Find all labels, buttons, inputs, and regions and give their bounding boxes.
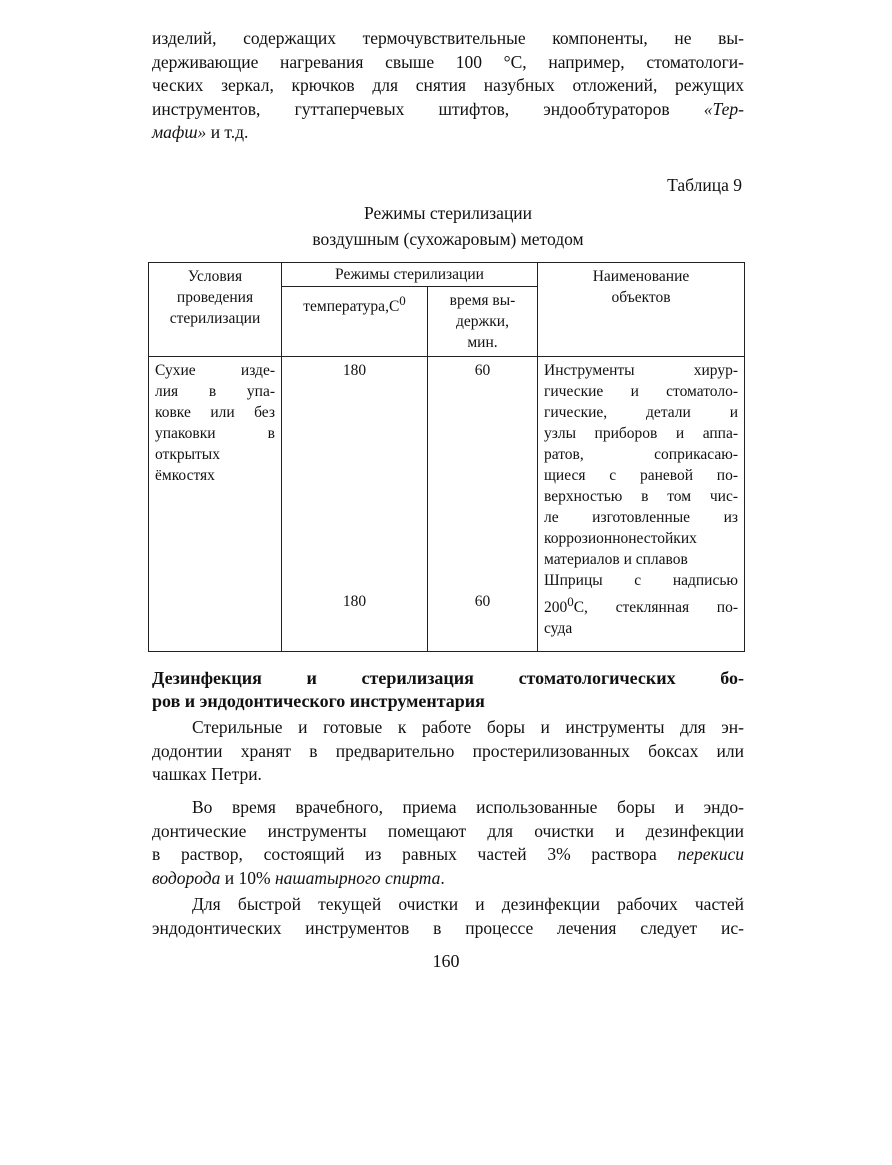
row-conditions: Сухие изде- лия в упа- ковке или без упаковки в открытых ёмкостях [149, 357, 282, 652]
text-line: Стерильные и готовые к работе боры и инструменты для эн- [192, 717, 744, 737]
table-title-line: воздушным (сухожаровым) методом [312, 229, 584, 249]
table-title-line: Режимы стерилизации [363, 203, 533, 223]
row-temperature [282, 357, 428, 652]
header-conditions: Условия проведения стерилизации [149, 263, 282, 357]
temperature-value: 180 [342, 593, 367, 610]
row-time [428, 357, 538, 652]
paragraph-1 [152, 716, 744, 787]
header-modes: Режимы стерилизации [282, 263, 538, 287]
text-line: чашках Петри. [152, 764, 262, 784]
text-line: изделий, содержащих термочувствительные компоненты, не вы- [152, 28, 744, 48]
time-value: 60 [474, 362, 491, 379]
table-label: Таблица 9 [667, 175, 742, 195]
italic-term: «Тер- [703, 98, 744, 119]
italic-term: нашатырного спирта [274, 867, 441, 888]
text-line: водорода и 10% нашатырного спирта. [152, 867, 445, 888]
header-time: время вы- держки, мин. [428, 287, 538, 357]
text-line: эндодонтических инструментов в процессе лечения следует ис- [152, 917, 744, 938]
text-line: Для быстрой текущей очистки и дезинфекции рабочих частей [192, 894, 744, 914]
section-heading: Дезинфекция и стерилизация стоматологических бо- ров и эндодонтического инструментария [152, 668, 744, 711]
header-temperature: $температура,С^0$ [282, 287, 428, 357]
text-line: инструментов, гуттаперчевых штифтов, эндообтураторов «Тер- [152, 98, 744, 119]
header-objects: Наименование объектов [538, 263, 745, 357]
temperature-value: 180 [342, 362, 367, 379]
paragraph-3 [152, 893, 744, 940]
sterilization-table [148, 262, 745, 652]
table-title [152, 200, 744, 252]
intro-paragraph [152, 27, 744, 145]
italic-term: перекиси [677, 844, 744, 864]
text-line: держивающие нагревания свыше 100 °С, например, стоматологи- [152, 51, 744, 72]
text-line: в раствор, состоящий из равных частей 3% раствора перекиси [152, 844, 744, 864]
text-line: додонтии хранят в предварительно простерилизованных боксах или [152, 740, 744, 761]
page-number: 160 [432, 951, 460, 971]
text-line: донтические инструменты помещают для очистки и дезинфекции [152, 820, 744, 841]
text-line: Во время врачебного, приема использованные боры и эндо- [192, 797, 744, 817]
text-line: мафш» и т.д. [152, 122, 249, 142]
row-objects: Инструменты хирур- гические и стоматоло- гические, детали и узлы приборов и аппа- ратов, соприкасаю- щиеся с раневой по- верхностью в том чис- ле изготовленные из коррозионнонестойких материалов и сплавов Шприцы с надписью $200^0С$, стеклянная по- суда [538, 357, 745, 652]
text-line: ческих зеркал, крючков для снятия назубных отложений, режущих [152, 75, 744, 95]
italic-term: мафш» [152, 122, 207, 142]
italic-term: водорода [152, 867, 221, 888]
time-value: 60 [474, 593, 491, 610]
paragraph-2 [152, 796, 744, 890]
